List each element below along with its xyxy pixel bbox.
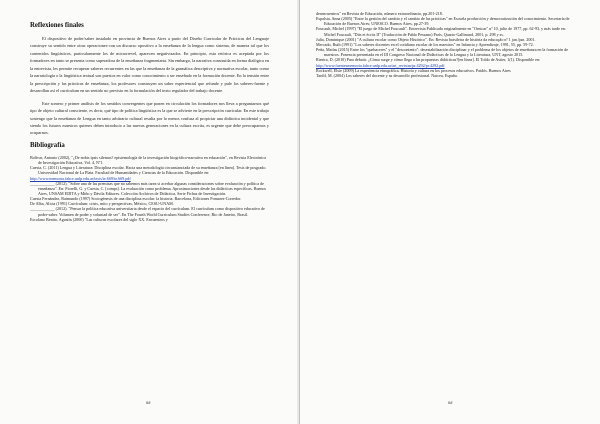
reference-entry: Rockwell, Elsie (2009) La experiencia etnográfica. Historia y cultura en los procesos educativos. Paidós. Buenos Aires [316,67,511,73]
reference-entry: Espalsta, Anna (2005) "Entre la gestión del cambio y el cambio de las prácticas" en Escuela producción y democratización del conocimiento. Secretaría de Educación de Buenos Aires; UNESCO. Buenos Aires, pp.27-39. [316,16,570,27]
section-title: Reflexiones finales [30,22,84,29]
bibliography-title: Bibliografía [30,141,65,149]
reference-url[interactable]: http://www.memoria.fahce.unlp.edu.ar/tesis/te.669/te.669.pdf [30,175,131,181]
reference-entry: Cuesta Fernández, Raimundo (1997) Sociogénesis de una disciplina escolar: la historia. Barcelona, Ediciones Pomares-Corredor. [30,196,242,202]
reference-entry: Julia, Dominique (2001) "A cultura escolar como Objeto Histórico". En: Revista brasileira de história da educação nº 1 jan./jun. 2001. [316,36,536,42]
reference-entry: ____________ (2012), "Sobre una de las premisas que no sabemos más tarea si acerbar algunas consideraciones sobre evaluación y política de enseñanza". En: Fiorelli, G. y Cuesta, C. [comps]. La evaluación como problema. Aproximaciones desde las didácticas específicas. Buenos Aires, UNSAM EDITA y Miño y Dávila Editores. Colección Archivos de Didáctica, Serie Fichas de Investigación. [30,180,267,196]
reference-entry: Tardif, M. (2004) Los saberes del docente y su desarrollo profesional. Narcea, España. [316,72,458,78]
reference-entry: Riestra, D. (2010) Para debatir. ¿Cómo surge y cómo llega a las propuestas didácticas?[en línea]. El Toldo de Astier, 1(1). Disponible en: [316,57,541,63]
body-paragraph: Este somero y primer análisis de los sentidos convergentes que ponen en circulación los formadores nos lleva a preguntarnos qué tipo de objeto cultural consciente, es decir, qué tipo de política lingüística es la que se advierte en la prescripción curricular. En este trabajo sostengo que la enseñanza de Lengua en tanto arbitrario cultural resulta por lo menos confusa al propiciar una didáctica incidental y que siendo los futuros maestros quienes deben introducir a las nuevas generaciones en la cultura escrita, es urgente que debe preocuparnos y ocuparnos. [30,100,269,136]
reference-entry: Peña, Matías (2015) Entre los "quehaceres" y el "descontento": desestabilización disciplinar y el problema de los objetos de enseñanza en la formación de maestros. Ponencia presentada en el III Congreso Nacional de Didácticas de la Lengua y la Literatura, UNT, agosto 2015. [316,47,569,58]
reference-entry: ____________ (2012). "Pensar la política educativa universitaria desde el espacio del currículum. El currículum como dispositivo educativo de poder-saber. Volumen de poder y voluntad de ser". En The Fourth World Curriculum Studies Conference, Rio de Janeiro, Brasil. [30,206,265,217]
reference-url[interactable]: http://www.fuentesmemoria.fahce.unlp.edu.ar/art_revistas/pr.4292/pr.4292.pdf [316,62,445,68]
reference-entry: Bolívar, Antonio (2002), "¿De nobis ipsis silemus? epistemología de la investigación biográfico-narrativa en educación", en Revista Electrónica de Investigación Educativa, Vol. 4, Nº1. [30,154,266,166]
reference-entry: Escolano Benito, Agustín (2000) "Las culturas escolares del siglo XX. Encuentros y [30,216,168,222]
reference-entry: desencuentros" en Revista de Educación, número extraordinario, pp.201-218. [316,11,443,16]
reference-entry: Cuesta, C. (2011) Lengua y Literatura: Disciplina escolar. Hacia una metodología circunstanciada de su enseñanza [en línea]. Tesis de posgrado. Universidad Nacional de La Plata. Facultad de Humanidades y Ciencias de la Educación. Disponible en: [30,165,267,176]
reference-entry: De Alba, Alicia (1991) Currículum: crisis, mito y perspectivas, México, CESU-UNAM. [30,201,174,207]
reference-entry: Foucault, Michel (1997) "El juego de Michel Foucault". Entrevista Publicada originalmente en "Ornicar" nº 10, julio de 1977, pp. 62-93, y más tarde en: Michel Foucault, "Dits et écrits II" (Traducción de Pablo Pessano) París, Quarto-Gallimard, 2001, p. 298 y ss. [316,26,566,37]
bibliography-list [30,155,269,222]
reference-entry: Mercado, Ruth (1991) "Los saberes docentes en el cotidiano escolar de los maestros" en Infancia y Aprendizaje, 1991, 55, pp. 59-72. [316,41,534,47]
body-paragraph: El dispositivo de poder/saber instalado en provincia de Buenos Aires a partir del Diseño Curricular de Prácticas del Lenguaje construye su sentido entre otras operaciones-con un discurso opositivo a la enseñanza de la lengua como sistema, de manera tal que los contenidos lingüísticos, particularmente los de microrrevel, aparecen negativizados. En principio, esta retórica es aceptada por los formadores en tanto se presenta como superadora de la enseñanza fragmentaria. Sin embargo, la narrativa construida en forma dialógica en la entrevista, les permite recuperar saberes recurrentes en las que la enseñanza de la gramática descriptiva y normativa escolar, tanto como la narratología o la lingüística textual son puestos en valor como conocimiento a ser enseñado en la formación docente. En la tensión entre la prescripción y las prácticas de enseñanza, los profesores construyen un saber experiencial que refunde y pule los saberes-fuente y desarrollan así el currículum en un sentido no previsto en la formulación del texto regulador del trabajo docente. [30,36,269,94]
page-number: ## [448,400,453,405]
bibliography-list-continued [316,11,574,78]
right-page [300,0,600,424]
page-number: ## [146,400,151,405]
